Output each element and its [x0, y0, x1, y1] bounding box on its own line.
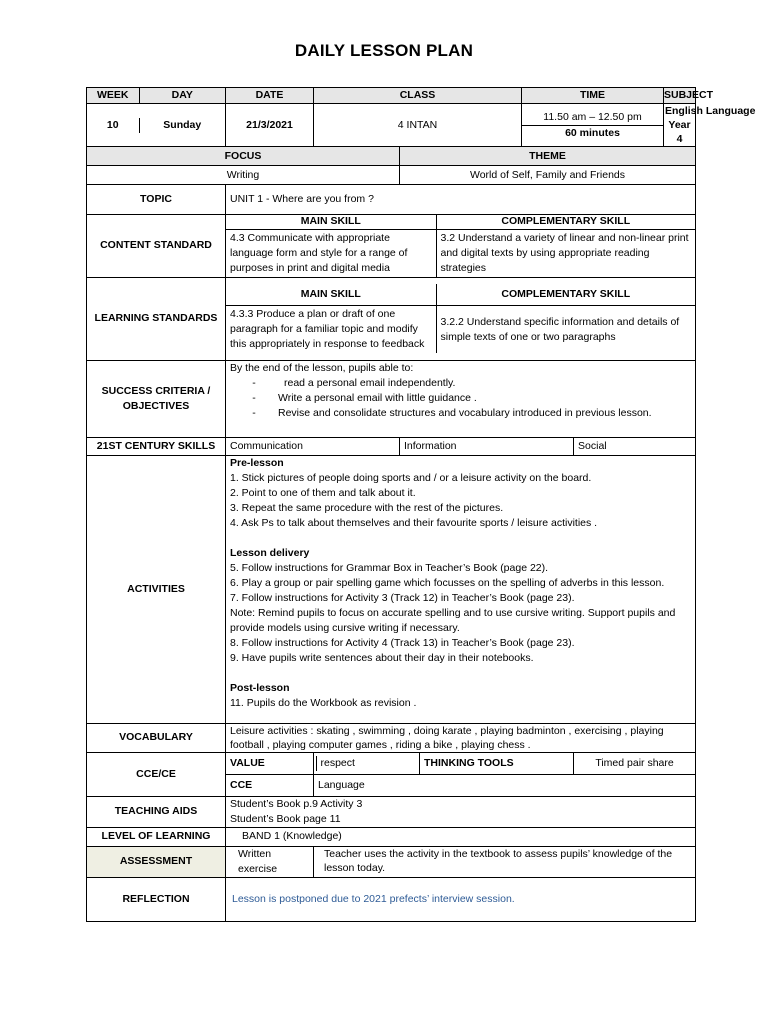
thinking-tools-label: THINKING TOOLS — [420, 752, 574, 774]
cs-comp-skill-label: COMPLEMENTARY SKILL — [436, 215, 695, 229]
post-lesson-heading: Post-lesson — [230, 681, 290, 694]
activity-step: 8. Follow instructions for Activity 4 (Track 13) in Teacher’s Book (page 23). — [230, 636, 575, 649]
ls-comp-skill-label: COMPLEMENTARY SKILL — [436, 284, 695, 306]
subject-line1: English Language — [665, 105, 756, 117]
activity-step: 6. Play a group or pair spelling game which focusses on the spelling of adverbs in this lesson. — [230, 576, 665, 589]
time-label: TIME — [522, 88, 664, 104]
header-labels-left — [87, 88, 226, 104]
lesson-delivery-heading: Lesson delivery — [230, 546, 310, 559]
vocabulary-label: VOCABULARY — [87, 723, 226, 752]
lesson-plan-table — [86, 87, 756, 922]
subject-value — [664, 104, 756, 147]
assessment-note: Teacher uses the activity in the textbook to assess pupils’ knowledge of the lesson today. — [314, 846, 696, 877]
topic-label: TOPIC — [87, 185, 226, 215]
week-value: 10 — [106, 118, 119, 131]
objective-text: read a personal email independently. — [284, 376, 456, 389]
success-criteria-content — [226, 360, 696, 437]
focus-label: FOCUS — [87, 147, 400, 166]
cce-sub-label: CCE — [226, 774, 314, 796]
success-criteria-label — [87, 360, 226, 437]
teaching-aid-item: Student’s Book p.9 Activity 3 — [230, 797, 363, 810]
subject-line2: Year 4 — [668, 119, 691, 145]
topic-value: UNIT 1 - Where are you from ? — [226, 185, 696, 215]
activity-step: 7. Follow instructions for Activity 3 (Track 12) in Teacher’s Book (page 23). — [230, 591, 575, 604]
value-text: respect — [316, 756, 419, 771]
activity-step: 11. Pupils do the Workbook as revision . — [230, 696, 417, 709]
success-criteria-label-line2: OBJECTIVES — [122, 399, 190, 412]
page-title: DAILY LESSON PLAN — [294, 41, 474, 60]
cs-main-skill-text: 4.3 Communicate with appropriate language form and style for a range of purposes in print and digital media — [226, 229, 436, 277]
theme-label: THEME — [400, 147, 696, 166]
content-standard-cell — [226, 215, 696, 278]
level-label: LEVEL OF LEARNING — [87, 827, 226, 846]
activity-note: Note: Remind pupils to focus on accurate spelling and to use cursive writing. Support pupils and provide models using cursive writing if necessary. — [230, 606, 676, 634]
class-label: CLASS — [314, 88, 522, 104]
bullet-dash: - — [252, 406, 256, 419]
learning-standards-label: LEARNING STANDARDS — [87, 277, 226, 360]
cs-main-skill-label: MAIN SKILL — [300, 215, 361, 228]
class-value: 4 INTAN — [314, 104, 522, 147]
success-criteria-intro: By the end of the lesson, pupils able to: — [230, 361, 414, 374]
reflection-value: Lesson is postponed due to 2021 prefects’ interview session. — [226, 877, 696, 921]
value-cell — [314, 752, 420, 774]
activities-label: ACTIVITIES — [87, 455, 226, 723]
objective-item — [230, 391, 691, 406]
date-label: DATE — [226, 88, 314, 104]
activities-content — [226, 455, 696, 723]
bullet-dash: - — [252, 391, 256, 404]
cce-sub-value: Language — [314, 774, 696, 796]
teaching-aid-item: Student’s Book page 11 — [230, 812, 341, 825]
activity-step: 3. Repeat the same procedure with the rest of the pictures. — [230, 501, 504, 514]
date-value: 21/3/2021 — [226, 104, 314, 147]
learning-standards-cell — [226, 277, 696, 360]
cs-comp-skill-text: 3.2 Understand a variety of linear and non-linear print and digital texts by using appropriate reading strategies — [436, 229, 695, 277]
pre-lesson-heading: Pre-lesson — [230, 456, 284, 469]
reflection-label: REFLECTION — [87, 877, 226, 921]
activity-step: 9. Have pupils write sentences about their day in their notebooks. — [230, 651, 534, 664]
cce-label: CCE/CE — [87, 752, 226, 796]
activity-step: 1. Stick pictures of people doing sports and / or a leisure activity on the board. — [230, 471, 592, 484]
teaching-aids-label: TEACHING AIDS — [87, 796, 226, 827]
skill-item: Information — [400, 437, 574, 455]
skills21-label: 21ST CENTURY SKILLS — [87, 437, 226, 455]
ls-comp-skill-text: 3.2.2 Understand specific information and details of simple texts of one or two paragraphs — [436, 306, 695, 354]
duration-value: 60 minutes — [522, 125, 663, 141]
header-values-left — [87, 104, 226, 147]
vocabulary-value: Leisure activities : skating , swimming , doing karate , playing badminton , exercising , playing football , playing computer games , riding a bike , playing chess . — [226, 723, 696, 752]
subject-label: SUBJECT — [664, 88, 696, 104]
skill-item: Communication — [226, 437, 400, 455]
teaching-aids-value — [226, 796, 696, 827]
value-label: VALUE — [226, 752, 314, 774]
level-value: BAND 1 (Knowledge) — [226, 827, 696, 846]
skill-item: Social — [574, 437, 696, 455]
success-criteria-label-line1: SUCCESS CRITERIA / — [101, 384, 211, 397]
time-cell — [522, 104, 664, 147]
assessment-method: Written exercise — [226, 846, 314, 877]
focus-value: Writing — [87, 166, 400, 185]
assessment-label: ASSESSMENT — [87, 846, 226, 877]
objective-item — [230, 406, 691, 421]
ls-main-skill-text: 4.3.3 Produce a plan or draft of one paragraph for a familiar topic and modify this appropriately in response to feedback — [226, 306, 436, 354]
objective-text: Write a personal email with little guidance . — [278, 391, 477, 404]
bullet-dash: - — [252, 376, 256, 389]
ls-main-skill-label: MAIN SKILL — [300, 288, 361, 300]
time-value: 11.50 am – 12.50 pm — [543, 110, 642, 123]
activity-step: 5. Follow instructions for Grammar Box in Teacher’s Book (page 22). — [230, 561, 549, 574]
activity-step: 2. Point to one of them and talk about it. — [230, 486, 416, 499]
day-value: Sunday — [139, 118, 225, 133]
week-label: WEEK — [97, 89, 129, 101]
day-label: DAY — [139, 88, 225, 103]
content-standard-label: CONTENT STANDARD — [87, 215, 226, 278]
activity-step: 4. Ask Ps to talk about themselves and their favourite sports / leisure activities . — [230, 516, 598, 529]
thinking-tools-value: Timed pair share — [574, 752, 696, 774]
objective-item — [230, 376, 691, 391]
theme-value: World of Self, Family and Friends — [400, 166, 696, 185]
objective-text: Revise and consolidate structures and vocabulary introduced in previous lesson. — [278, 406, 652, 419]
